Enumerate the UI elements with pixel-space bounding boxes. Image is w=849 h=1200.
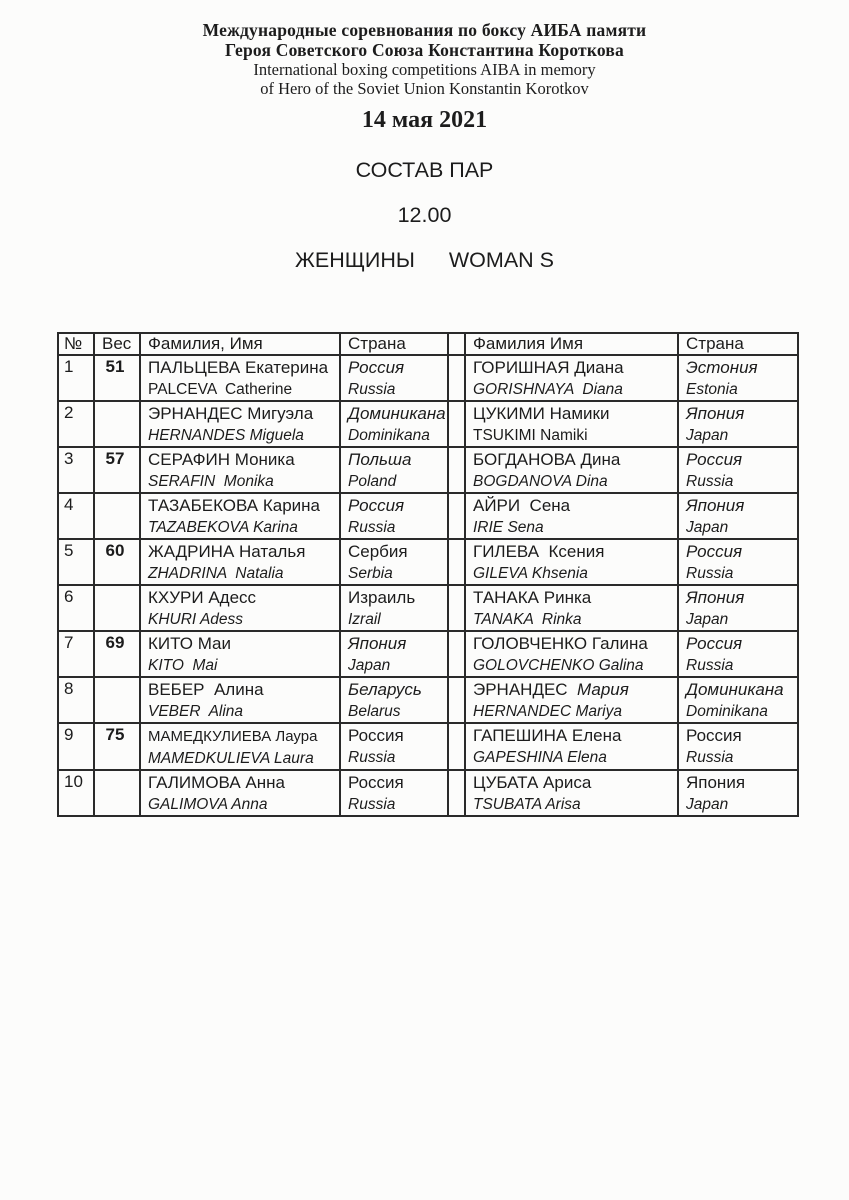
event-date: 14 мая 2021 [361,107,488,133]
blue-corner-country: Япония Japan [678,401,798,447]
red-corner-name: СЕРАФИН Моника SERAFIN Monika [140,447,340,493]
header-name-right: Фамилия Имя [465,333,678,355]
bout-number: 7 [58,631,94,677]
blue-corner-country: Эстония Estonia [678,355,798,401]
blue-corner-country: Россия Russia [678,539,798,585]
session-info [0,158,849,272]
pair-row [58,677,798,723]
weight-class [94,585,140,631]
red-corner-country: Россия Russia [340,770,448,816]
red-corner-name: ВЕБЕР Алина VEBER Alina [140,677,340,723]
pair-row [58,539,798,585]
blue-corner-name: ГОЛОВЧЕНКО Галина GOLOVCHENKO Galina [465,631,678,677]
weight-class: 60 [94,539,140,585]
weight-class: 69 [94,631,140,677]
blue-corner-name: ГИЛЕВА Ксения GILEVA Khsenia [465,539,678,585]
blue-corner-country: Россия Russia [678,723,798,770]
blue-corner-country: Япония Japan [678,770,798,816]
spacer-cell [448,539,465,585]
pair-row [58,723,798,770]
blue-corner-name: ТАНАКА Ринка TANAKA Rinka [465,585,678,631]
bout-number: 6 [58,585,94,631]
table-header-row [58,333,798,355]
blue-corner-country: Россия Russia [678,447,798,493]
pairs-table-body [58,355,798,816]
spacer-cell [448,447,465,493]
weight-class: 75 [94,723,140,770]
blue-corner-name: БОГДАНОВА Дина BOGDANOVA Dina [465,447,678,493]
blue-corner-name: ЦУКИМИ Намики TSUKIMI Namiki [465,401,678,447]
spacer-cell [448,631,465,677]
blue-corner-country: Россия Russia [678,631,798,677]
blue-corner-name: ЭРНАНДЕС Мария HERNANDEC Mariya [465,677,678,723]
title-english-line2: of Hero of the Soviet Union Konstantin Korotkov [260,79,589,98]
red-corner-name: ТАЗАБЕКОВА Карина TAZABEKOVA Karina [140,493,340,539]
header-name-left: Фамилия, Имя [140,333,340,355]
blue-corner-name: ГОРИШНАЯ Диана GORISHNAYA Diana [465,355,678,401]
red-corner-name: КИТО Маи KITO Mai [140,631,340,677]
header-weight: Вес [94,333,140,355]
weight-class [94,677,140,723]
spacer-cell [448,770,465,816]
pair-row [58,631,798,677]
red-corner-name: ЖАДРИНА Наталья ZHADRINA Natalia [140,539,340,585]
red-corner-name: ГАЛИМОВА Анна GALIMOVA Anna [140,770,340,816]
blue-corner-country: Доминикана Dominikana [678,677,798,723]
red-corner-name: ПАЛЬЦЕВА Екатерина PALCEVA Catherine [140,355,340,401]
red-corner-country: Россия Russia [340,355,448,401]
red-corner-name: КХУРИ Адесс KHURI Adess [140,585,340,631]
red-corner-country: Россия Russia [340,723,448,770]
red-corner-country: Израиль Izrail [340,585,448,631]
pair-row [58,493,798,539]
bout-number: 5 [58,539,94,585]
pair-row [58,447,798,493]
blue-corner-name: ЦУБАТА Ариса TSUBATA Arisa [465,770,678,816]
header-country-right: Страна [678,333,798,355]
pairs-table [57,332,799,817]
category-line [0,248,849,272]
title-russian-line2: Героя Советского Союза Константина Короткова [225,40,624,60]
blue-corner-country: Япония Japan [678,585,798,631]
document-header [0,0,849,134]
header-spacer [448,333,465,355]
weight-class: 57 [94,447,140,493]
spacer-cell [448,401,465,447]
red-corner-country: Польша Poland [340,447,448,493]
blue-corner-country: Япония Japan [678,493,798,539]
weight-class [94,493,140,539]
spacer-cell [448,723,465,770]
bout-number: 1 [58,355,94,401]
bout-number: 10 [58,770,94,816]
red-corner-name: ЭРНАНДЕС Мигуэла HERNANDES Miguela [140,401,340,447]
bout-number: 3 [58,447,94,493]
spacer-cell [448,493,465,539]
title-russian-line1: Международные соревнования по боксу АИБА памяти [202,20,647,40]
blue-corner-name: АЙРИ Сена IRIE Sena [465,493,678,539]
red-corner-country: Япония Japan [340,631,448,677]
bout-number: 2 [58,401,94,447]
pair-row [58,401,798,447]
spacer-cell [448,585,465,631]
red-corner-name: МАМЕДКУЛИЕВА Лаура MAMEDKULIEVA Laura [140,723,340,770]
pair-row [58,355,798,401]
pair-row [58,585,798,631]
pair-row [58,770,798,816]
header-number: № [58,333,94,355]
title-english-line1: International boxing competitions AIBA in memory [253,60,596,79]
bout-number: 9 [58,723,94,770]
red-corner-country: Россия Russia [340,493,448,539]
weight-class: 51 [94,355,140,401]
category-english: WOMAN S [448,248,554,272]
spacer-cell [448,355,465,401]
blue-corner-name: ГАПЕШИНА Елена GAPESHINA Elena [465,723,678,770]
weight-class [94,401,140,447]
spacer-cell [448,677,465,723]
red-corner-country: Беларусь Belarus [340,677,448,723]
bout-number: 8 [58,677,94,723]
category-russian: ЖЕНЩИНЫ [295,248,415,272]
session-time: 12.00 [397,203,452,227]
weight-class [94,770,140,816]
bout-number: 4 [58,493,94,539]
header-country-left: Страна [340,333,448,355]
red-corner-country: Доминикана Dominikana [340,401,448,447]
section-title: СОСТАВ ПАР [355,158,494,182]
red-corner-country: Сербия Serbia [340,539,448,585]
